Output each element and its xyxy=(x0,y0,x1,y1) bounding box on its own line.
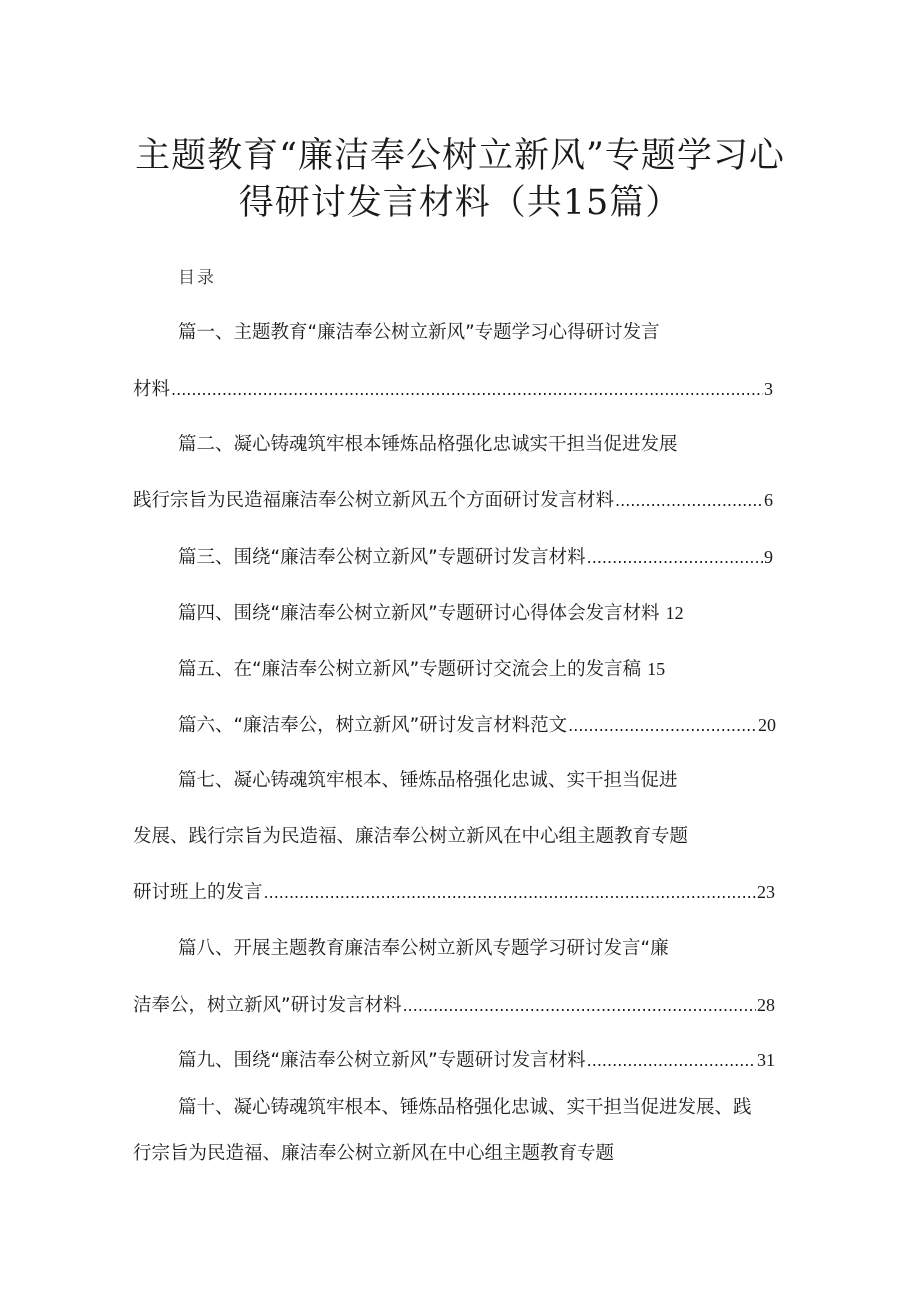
toc-entry-5[interactable] xyxy=(178,656,665,683)
toc-entry-4[interactable] xyxy=(178,600,684,627)
toc-entry-9-page: 31 xyxy=(757,1050,775,1070)
toc-entry-7-line-3[interactable] xyxy=(133,879,775,906)
toc-entry-4-page: 12 xyxy=(665,603,684,623)
toc-entry-2-line-1[interactable]: 篇二、凝心铸魂筑牢根本锤炼品格强化忠诚实干担当促进发展 xyxy=(178,434,678,455)
toc-entry-1-line-2[interactable] xyxy=(133,376,773,403)
toc-entry-3[interactable] xyxy=(178,544,773,571)
toc-entry-6-page: 20 xyxy=(758,715,776,735)
toc-entry-3-text: 篇三、围绕“廉洁奉公树立新风”专题研讨发言材料 xyxy=(178,547,586,568)
toc-entry-7-page: 23 xyxy=(757,882,775,902)
document-title-line-2: 得研讨发言材料（共15篇） xyxy=(238,183,682,223)
toc-entry-7-line-1[interactable]: 篇七、凝心铸魂筑牢根本、锤炼品格强化忠诚、实干担当促进 xyxy=(178,770,678,791)
toc-entry-1-text: 材料 xyxy=(133,379,171,400)
toc-entry-8-line-1[interactable]: 篇八、开展主题教育廉洁奉公树立新风专题学习研讨发言“廉 xyxy=(178,938,669,959)
toc-entry-5-page: 15 xyxy=(647,659,666,679)
toc-entry-3-page: 9 xyxy=(764,547,773,567)
toc-entry-6-leader xyxy=(568,713,757,739)
toc-entry-7-line-2[interactable]: 发展、践行宗旨为民造福、廉洁奉公树立新风在中心组主题教育专题 xyxy=(133,826,689,847)
toc-entry-2-leader xyxy=(615,488,763,514)
toc-entry-8-text: 洁奉公，树立新风”研讨发言材料 xyxy=(133,995,402,1016)
toc-entry-7-text: 研讨班上的发言 xyxy=(133,882,263,903)
toc-entry-8-page: 28 xyxy=(757,995,775,1015)
toc-entry-7-leader xyxy=(264,880,756,906)
toc-entry-9[interactable] xyxy=(178,1047,775,1074)
toc-entry-4-text: 篇四、围绕“廉洁奉公树立新风”专题研讨心得体会发言材料 xyxy=(178,603,660,624)
toc-entry-3-leader xyxy=(587,545,763,571)
toc-entry-8-line-2[interactable] xyxy=(133,992,775,1019)
toc-entry-1-page: 3 xyxy=(764,379,773,399)
document-title-line-1: 主题教育“廉洁奉公树立新风”专题学习心 xyxy=(135,136,785,176)
toc-entry-6-text: 篇六、“廉洁奉公，树立新风”研讨发言材料范文 xyxy=(178,715,568,736)
toc-entry-2-page: 6 xyxy=(764,490,773,510)
toc-entry-5-text: 篇五、在“廉洁奉公树立新风”专题研讨交流会上的发言稿 xyxy=(178,659,642,680)
toc-entry-8-leader xyxy=(403,993,756,1019)
toc-entry-10-line-2[interactable]: 行宗旨为民造福、廉洁奉公树立新风在中心组主题教育专题 xyxy=(133,1143,615,1164)
toc-entry-1-line-1[interactable]: 篇一、主题教育“廉洁奉公树立新风”专题学习心得研讨发言 xyxy=(178,322,660,343)
toc-entry-2-text: 践行宗旨为民造福廉洁奉公树立新风五个方面研讨发言材料 xyxy=(133,490,615,511)
toc-entry-1-leader xyxy=(171,377,763,403)
toc-entry-2-line-2[interactable] xyxy=(133,487,773,514)
toc-entry-9-text: 篇九、围绕“廉洁奉公树立新风”专题研讨发言材料 xyxy=(178,1050,586,1071)
toc-entry-9-leader xyxy=(587,1048,756,1074)
toc-heading: 目录 xyxy=(178,268,216,288)
toc-entry-6[interactable] xyxy=(178,712,776,739)
toc-entry-10-line-1[interactable]: 篇十、凝心铸魂筑牢根本、锤炼品格强化忠诚、实干担当促进发展、践 xyxy=(178,1097,752,1118)
